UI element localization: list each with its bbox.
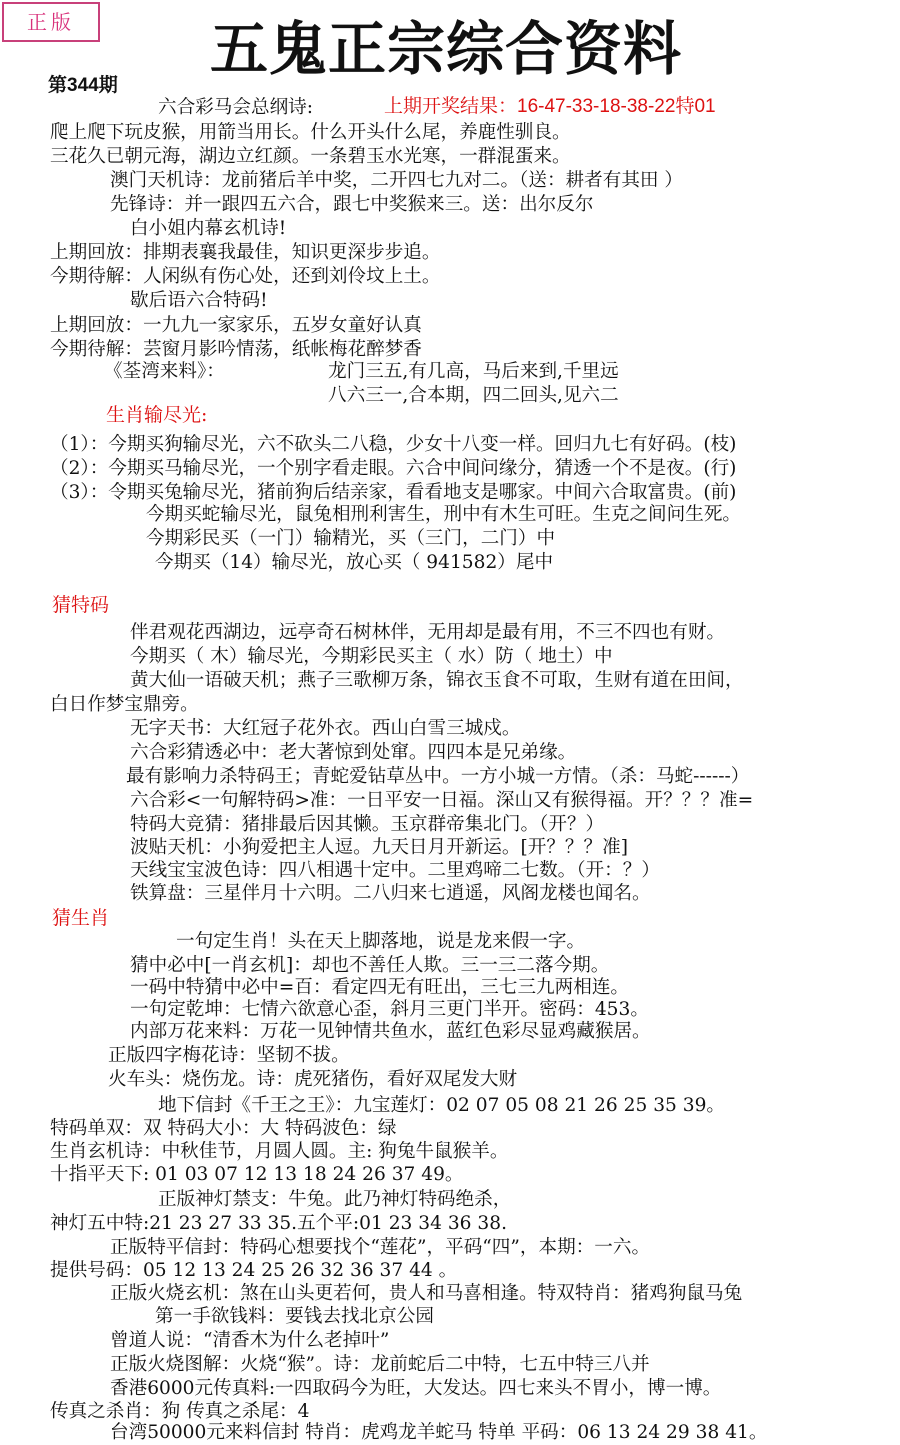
- text-line: 今期待解：人闲纵有伤心处，还到刘伶坟上土。: [50, 266, 441, 287]
- text-line: 正版火烧玄机：煞在山头更若何，贵人和马喜相逢。特双特肖：猪鸡狗鼠马兔: [110, 1283, 743, 1304]
- text-line: 白日作梦宝鼎旁。: [50, 694, 199, 715]
- text-line: 特码大竞猜：猪排最后因其懒。玉京群帝集北门。（开？）: [130, 814, 605, 835]
- text-line: 神灯五中特:21 23 27 33 35.五个平:01 23 34 36 38.: [50, 1213, 507, 1234]
- section-heading: 歇后语六合特码!: [130, 290, 268, 311]
- text-line: 先锋诗：并一跟四五六合，跟七中奖猴来三。送：出尔反尔: [110, 194, 594, 215]
- text-line: 铁算盘：三星伴月十六明。二八归来七逍遥，风阁龙楼也闻名。: [130, 883, 651, 904]
- text-line: 特码单双：双 特码大小：大 特码波色：绿: [50, 1118, 397, 1139]
- text-line: 香港6000元传真料:一四取码今为旺，大发达。四七来头不胃小，博一博。: [110, 1378, 722, 1399]
- issue-number: 第344期: [48, 75, 118, 96]
- text-line: 澳门天机诗：龙前猪后羊中奖，二开四七九对二。（送：耕者有其田 ）: [110, 170, 684, 191]
- last-result: 上期开奖结果：16-47-33-18-38-22特01: [384, 96, 716, 117]
- text-line: 提供号码：05 12 13 24 25 26 32 36 37 44 。: [50, 1260, 458, 1281]
- section-heading: 《荃湾来料》：: [104, 361, 225, 382]
- text-line: 十指平天下: 01 03 07 12 13 18 24 26 37 49。: [50, 1164, 464, 1185]
- text-line: 三花久已朝元海，湖边立红颜。一条碧玉水光寒，一群混蛋来。: [50, 146, 571, 167]
- text-line: 一码中特猜中必中=百：看定四无有旺出，三七三九两相连。: [130, 977, 630, 998]
- text-line: 猜中必中[一肖玄机]：却也不善任人欺。三一三二落今期。: [130, 955, 610, 976]
- text-line: 波贴天机：小狗爱把主人逗。九天日月开新运。[开？？？准]: [130, 837, 628, 858]
- text-line: 地下信封《千王之王》：九宝莲灯：02 07 05 08 21 26 25 35 39。: [158, 1095, 726, 1116]
- text-line: 正版四字梅花诗：坚韧不拔。: [108, 1045, 350, 1066]
- page-title: 五鬼正宗综合资料: [210, 15, 683, 83]
- text-line: 黄大仙一语破天机；燕子三歌柳万条，锦衣玉食不可取，生财有道在田间，: [130, 670, 744, 691]
- poem-title: 六合彩马会总纲诗:: [158, 97, 314, 118]
- text-line: 天线宝宝波色诗：四八相遇十定中。二里鸡啼二七数。（开：？）: [130, 860, 660, 881]
- text-line: 上期回放：一九九一家家乐，五岁女童好认真: [50, 315, 422, 336]
- text-line: 今期待解：芸窗月影吟情荡，纸帐梅花醉梦香: [50, 339, 422, 360]
- text-line: 八六三一,合本期，四二回头,见六二: [328, 385, 619, 406]
- text-line: 火车头：烧伤龙。诗：虎死猪伤，看好双尾发大财: [108, 1069, 518, 1090]
- section-heading-guess-zodiac: 猜生肖: [52, 907, 110, 929]
- text-line: 一句定乾坤：七情六欲意心歪，斜月三更门半开。密码：453。: [130, 999, 649, 1020]
- text-line: 六合彩<一句解特码>准：一日平安一日福。深山又有猴得福。开？？？准=: [130, 790, 754, 811]
- text-line: 上期回放：排期表襄我最佳，知识更深步步追。: [50, 242, 441, 263]
- text-line: 今期彩民买（一门）输精光，买（三门，二门）中: [146, 528, 556, 549]
- text-line: 一句定生肖！头在天上脚落地，说是龙来假一字。: [176, 931, 586, 952]
- text-line: 爬上爬下玩皮猴，用箭当用长。什么开头什么尾，养鹿性驯良。: [50, 122, 571, 143]
- text-line: 台湾50000元来料信封 特肖：虎鸡龙羊蛇马 特单 平码：06 13 24 29 38 41。: [110, 1422, 768, 1443]
- text-line: 传真之杀肖：狗 传真之杀尾：4: [50, 1401, 310, 1422]
- text-line: （3）：令期买兔输尽光，猪前狗后结亲家，看看地支是哪家。中间六合取富贵。(前): [50, 482, 737, 503]
- text-line: 无字天书：大红冠子花外衣。西山白雪三城戍。: [130, 718, 521, 739]
- text-line: 第一手欲钱料：要钱去找北京公园: [155, 1306, 434, 1327]
- text-line: 今期买（14）输尽光，放心买（ 941582）尾中: [155, 552, 554, 573]
- text-line: 今期买蛇输尽光，鼠兔相刑利害生，刑中有木生可旺。生克之间问生死。: [146, 504, 742, 525]
- text-line: 正版神灯禁支：牛兔。此乃神灯特码绝杀，: [158, 1189, 512, 1210]
- section-heading-zodiac-lose: 生肖输尽光:: [106, 404, 208, 426]
- text-line: 正版火烧图解：火烧“猴”。诗：龙前蛇后二中特，七五中特三八并: [110, 1354, 650, 1375]
- text-line: 今期买（ 木）输尽光，今期彩民买主（ 水）防（ 地土）中: [130, 646, 613, 667]
- text-line: （1）：今期买狗输尽光，六不砍头二八稳，少女十八变一样。回归九七有好码。(枝): [50, 434, 737, 455]
- section-heading: 白小姐内幕玄机诗!: [130, 218, 287, 239]
- text-line: 曾道人说：“清香木为什么老掉叶”: [110, 1330, 390, 1351]
- text-line: 龙门三五,有几高，马后来到,千里远: [328, 361, 619, 382]
- text-line: 伴君观花西湖边，远亭奇石树林伴，无用却是最有用，不三不四也有财。: [130, 622, 726, 643]
- authentic-badge: 正版: [2, 2, 100, 42]
- section-heading-guess-number: 猜特码: [52, 594, 110, 616]
- text-line: 六合彩猜透必中：老大著惊到处窜。四四本是兄弟缘。: [130, 742, 577, 763]
- text-line: 最有影响力杀特码王；青蛇爱钻草丛中。一方小城一方情。（杀：马蛇------）: [126, 766, 750, 787]
- text-line: 生肖玄机诗：中秋佳节，月圆人圆。主: 狗兔牛鼠猴羊。: [50, 1141, 509, 1162]
- text-line: 内部万花来料：万花一见钟情共鱼水，蓝红色彩尽显鸡藏猴居。: [130, 1021, 651, 1042]
- text-line: （2）：今期买马输尽光，一个别字看走眼。六合中间问缘分，猜透一个不是夜。(行): [50, 458, 737, 479]
- text-line: 正版特平信封：特码心想要找个“莲花”，平码“四”，本期：一六。: [110, 1237, 651, 1258]
